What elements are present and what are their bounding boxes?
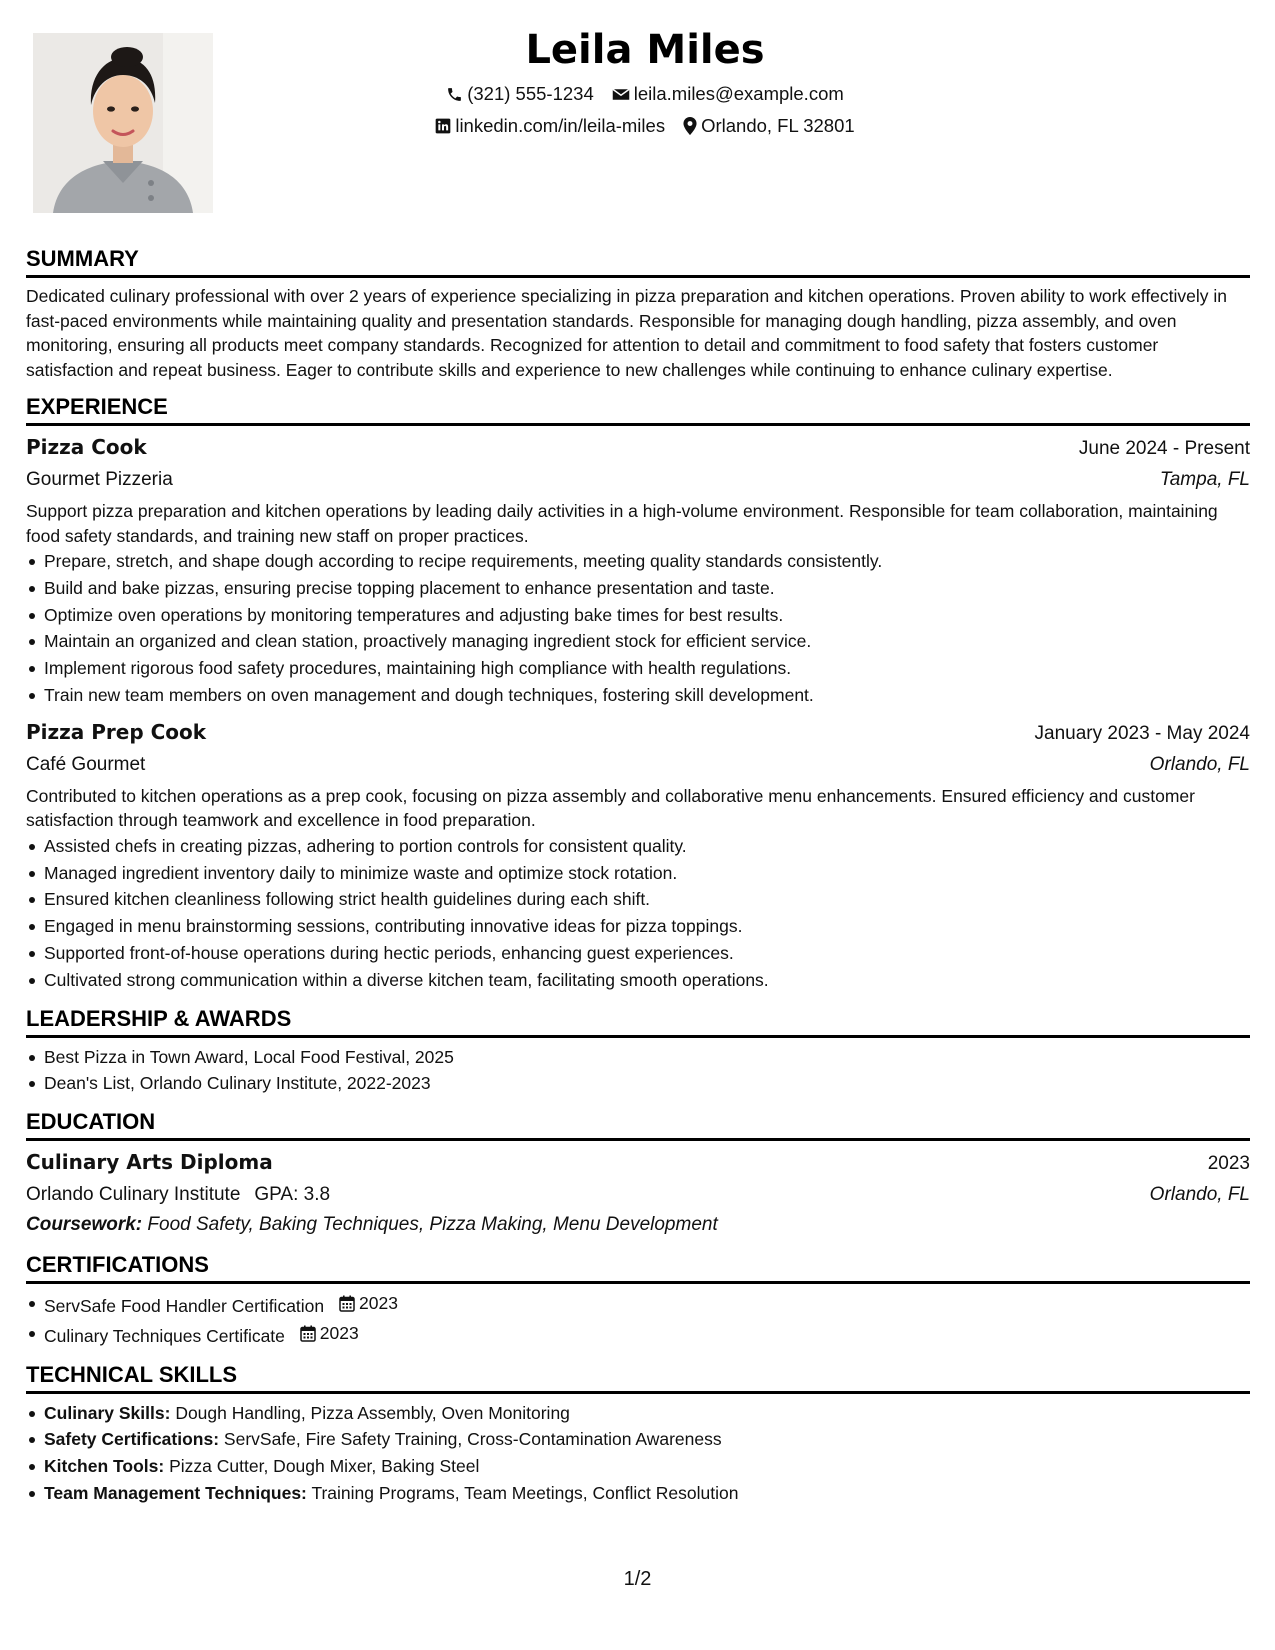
- list-item: Managed ingredient inventory daily to minimize waste and optimize stock rotation.: [26, 860, 1250, 887]
- list-item: [26, 1290, 1250, 1320]
- cert-name: ServSafe Food Handler Certification: [44, 1296, 325, 1317]
- section-title: SUMMARY: [26, 246, 1250, 278]
- certifications-section: [26, 1252, 1250, 1349]
- list-item: Assisted chefs in creating pizzas, adhering to portion controls for consistent quality.: [26, 833, 1250, 860]
- leadership-section: [26, 1006, 1250, 1098]
- resume-header: [290, 22, 1000, 142]
- list-item: Engaged in menu brainstorming sessions, contributing innovative ideas for pizza toppings.: [26, 913, 1250, 940]
- job-bullets: [26, 548, 1250, 709]
- list-item: Supported front-of-house operations during hectic periods, enhancing guest experiences.: [26, 940, 1250, 967]
- job-entry: [26, 432, 1250, 709]
- job-bullets: [26, 833, 1250, 994]
- job-location: Tampa, FL: [1159, 469, 1250, 490]
- list-item: Build and bake pizzas, ensuring precise topping placement to enhance presentation and taste.: [26, 575, 1250, 602]
- gpa-text: GPA: 3.8: [254, 1184, 331, 1206]
- list-item: [26, 1320, 1250, 1350]
- list-item: [26, 1480, 1250, 1507]
- certifications-list: [26, 1290, 1250, 1349]
- school-name: Orlando Culinary Institute: [26, 1184, 241, 1206]
- list-item: Optimize oven operations by monitoring temperatures and adjusting bake times for best results.: [26, 602, 1250, 629]
- experience-section: [26, 394, 1250, 994]
- skill-label: Kitchen Tools:: [44, 1456, 165, 1477]
- list-item: [26, 1453, 1250, 1480]
- coursework-label: Coursework:: [26, 1214, 143, 1236]
- envelope-icon: [612, 87, 630, 102]
- linkedin-icon: [435, 118, 451, 134]
- skill-label: Safety Certifications:: [44, 1429, 220, 1450]
- calendar-icon: [339, 1295, 355, 1312]
- list-item: [26, 1426, 1250, 1453]
- email-link[interactable]: leila.miles@example.com: [633, 83, 844, 104]
- skill-label: Team Management Techniques:: [44, 1482, 307, 1503]
- job-dates: January 2023 - May 2024: [1034, 722, 1250, 744]
- phone-contact: [446, 78, 594, 110]
- job-description: Support pizza preparation and kitchen operations by leading daily activities in a high-volume environment. Responsible for team collaboration, maintaining food safety standards, and training new staff on proper practices.: [26, 501, 1218, 546]
- avatar: [33, 33, 213, 213]
- phone-text: (321) 555-1234: [467, 83, 594, 104]
- resume-body: [26, 246, 1250, 1519]
- section-title: LEADERSHIP & AWARDS: [26, 1006, 1250, 1038]
- contact-line-2: [290, 110, 1000, 142]
- linkedin-link[interactable]: linkedin.com/in/leila-miles: [455, 115, 666, 136]
- section-title: EXPERIENCE: [26, 394, 1250, 426]
- skill-value: Training Programs, Team Meetings, Conflict Resolution: [311, 1482, 739, 1503]
- phone-icon: [446, 86, 463, 103]
- list-item: Dean's List, Orlando Culinary Institute, 2022-2023: [26, 1070, 1250, 1097]
- education-section: [26, 1109, 1250, 1240]
- list-item: Implement rigorous food safety procedures, maintaining high compliance with health regulations.: [26, 655, 1250, 682]
- profile-photo: [33, 33, 213, 213]
- job-dates: June 2024 - Present: [1078, 438, 1250, 459]
- calendar-icon: [300, 1325, 316, 1342]
- linkedin-contact[interactable]: [435, 110, 665, 142]
- cert-year: 2023: [319, 1322, 359, 1343]
- map-pin-icon: [683, 117, 697, 135]
- job-entry: [26, 717, 1250, 994]
- summary-section: [26, 246, 1250, 382]
- candidate-name: Leila Miles: [525, 27, 765, 73]
- list-item: Cultivated strong communication within a diverse kitchen team, facilitating smooth operations.: [26, 967, 1250, 994]
- coursework-text: Food Safety, Baking Techniques, Pizza Making, Menu Development: [147, 1214, 718, 1236]
- degree-title: Culinary Arts Diploma: [26, 1150, 273, 1175]
- cert-date: [300, 1320, 359, 1347]
- skill-value: Dough Handling, Pizza Assembly, Oven Monitoring: [175, 1402, 570, 1423]
- cert-year: 2023: [359, 1293, 398, 1314]
- page-number: 1/2: [623, 1568, 652, 1590]
- awards-list: [26, 1044, 1250, 1098]
- company-name: Gourmet Pizzeria: [26, 469, 173, 490]
- contact-line-1: [290, 78, 1000, 110]
- school-line: [26, 1179, 330, 1210]
- skill-value: Pizza Cutter, Dough Mixer, Baking Steel: [169, 1456, 480, 1477]
- email-contact[interactable]: [612, 78, 844, 110]
- list-item: Maintain an organized and clean station, proactively managing ingredient stock for efficient service.: [26, 628, 1250, 655]
- list-item: [26, 1400, 1250, 1427]
- list-item: Ensured kitchen cleanliness following strict health guidelines during each shift.: [26, 886, 1250, 913]
- list-item: Best Pizza in Town Award, Local Food Festival, 2025: [26, 1044, 1250, 1071]
- location-text: Orlando, FL 32801: [701, 115, 855, 136]
- job-title: Pizza Cook: [26, 435, 147, 459]
- skill-value: ServSafe, Fire Safety Training, Cross-Contamination Awareness: [223, 1429, 722, 1450]
- skills-section: [26, 1362, 1250, 1507]
- job-location: Orlando, FL: [1149, 753, 1250, 775]
- section-title: TECHNICAL SKILLS: [26, 1362, 1250, 1394]
- list-item: Train new team members on oven management and dough techniques, fostering skill development.: [26, 682, 1250, 709]
- skill-label: Culinary Skills:: [44, 1402, 171, 1423]
- job-title: Pizza Prep Cook: [26, 719, 207, 744]
- list-item: Prepare, stretch, and shape dough according to recipe requirements, meeting quality standards consistently.: [26, 548, 1250, 575]
- summary-text: Dedicated culinary professional with over 2 years of experience specializing in pizza preparation and kitchen operations. Proven ability to work effectively in fast-paced environments while maintaining quality and presentation standards. Responsible for managing dough handling, pizza assembly, and oven monitoring, ensuring all products meet company standards. Recognized for attention to detail and commitment to food safety that fosters customer satisfaction and repeat business. Eager to contribute skills and experience to new challenges while continuing to enhance culinary expertise.: [26, 286, 1228, 380]
- graduation-year: 2023: [1207, 1153, 1250, 1175]
- company-name: Café Gourmet: [26, 753, 146, 775]
- skills-list: [26, 1400, 1250, 1507]
- job-description: Contributed to kitchen operations as a prep cook, focusing on pizza assembly and collaborative menu enhancements. Ensured efficiency and customer satisfaction through teamwork and excellence in food preparation.: [26, 785, 1195, 831]
- coursework: [26, 1210, 1250, 1240]
- cert-date: [339, 1290, 398, 1317]
- section-title: EDUCATION: [26, 1109, 1250, 1141]
- cert-name: Culinary Techniques Certificate: [44, 1325, 285, 1346]
- section-title: CERTIFICATIONS: [26, 1252, 1250, 1284]
- school-location: Orlando, FL: [1149, 1184, 1250, 1206]
- location-contact: [683, 110, 855, 142]
